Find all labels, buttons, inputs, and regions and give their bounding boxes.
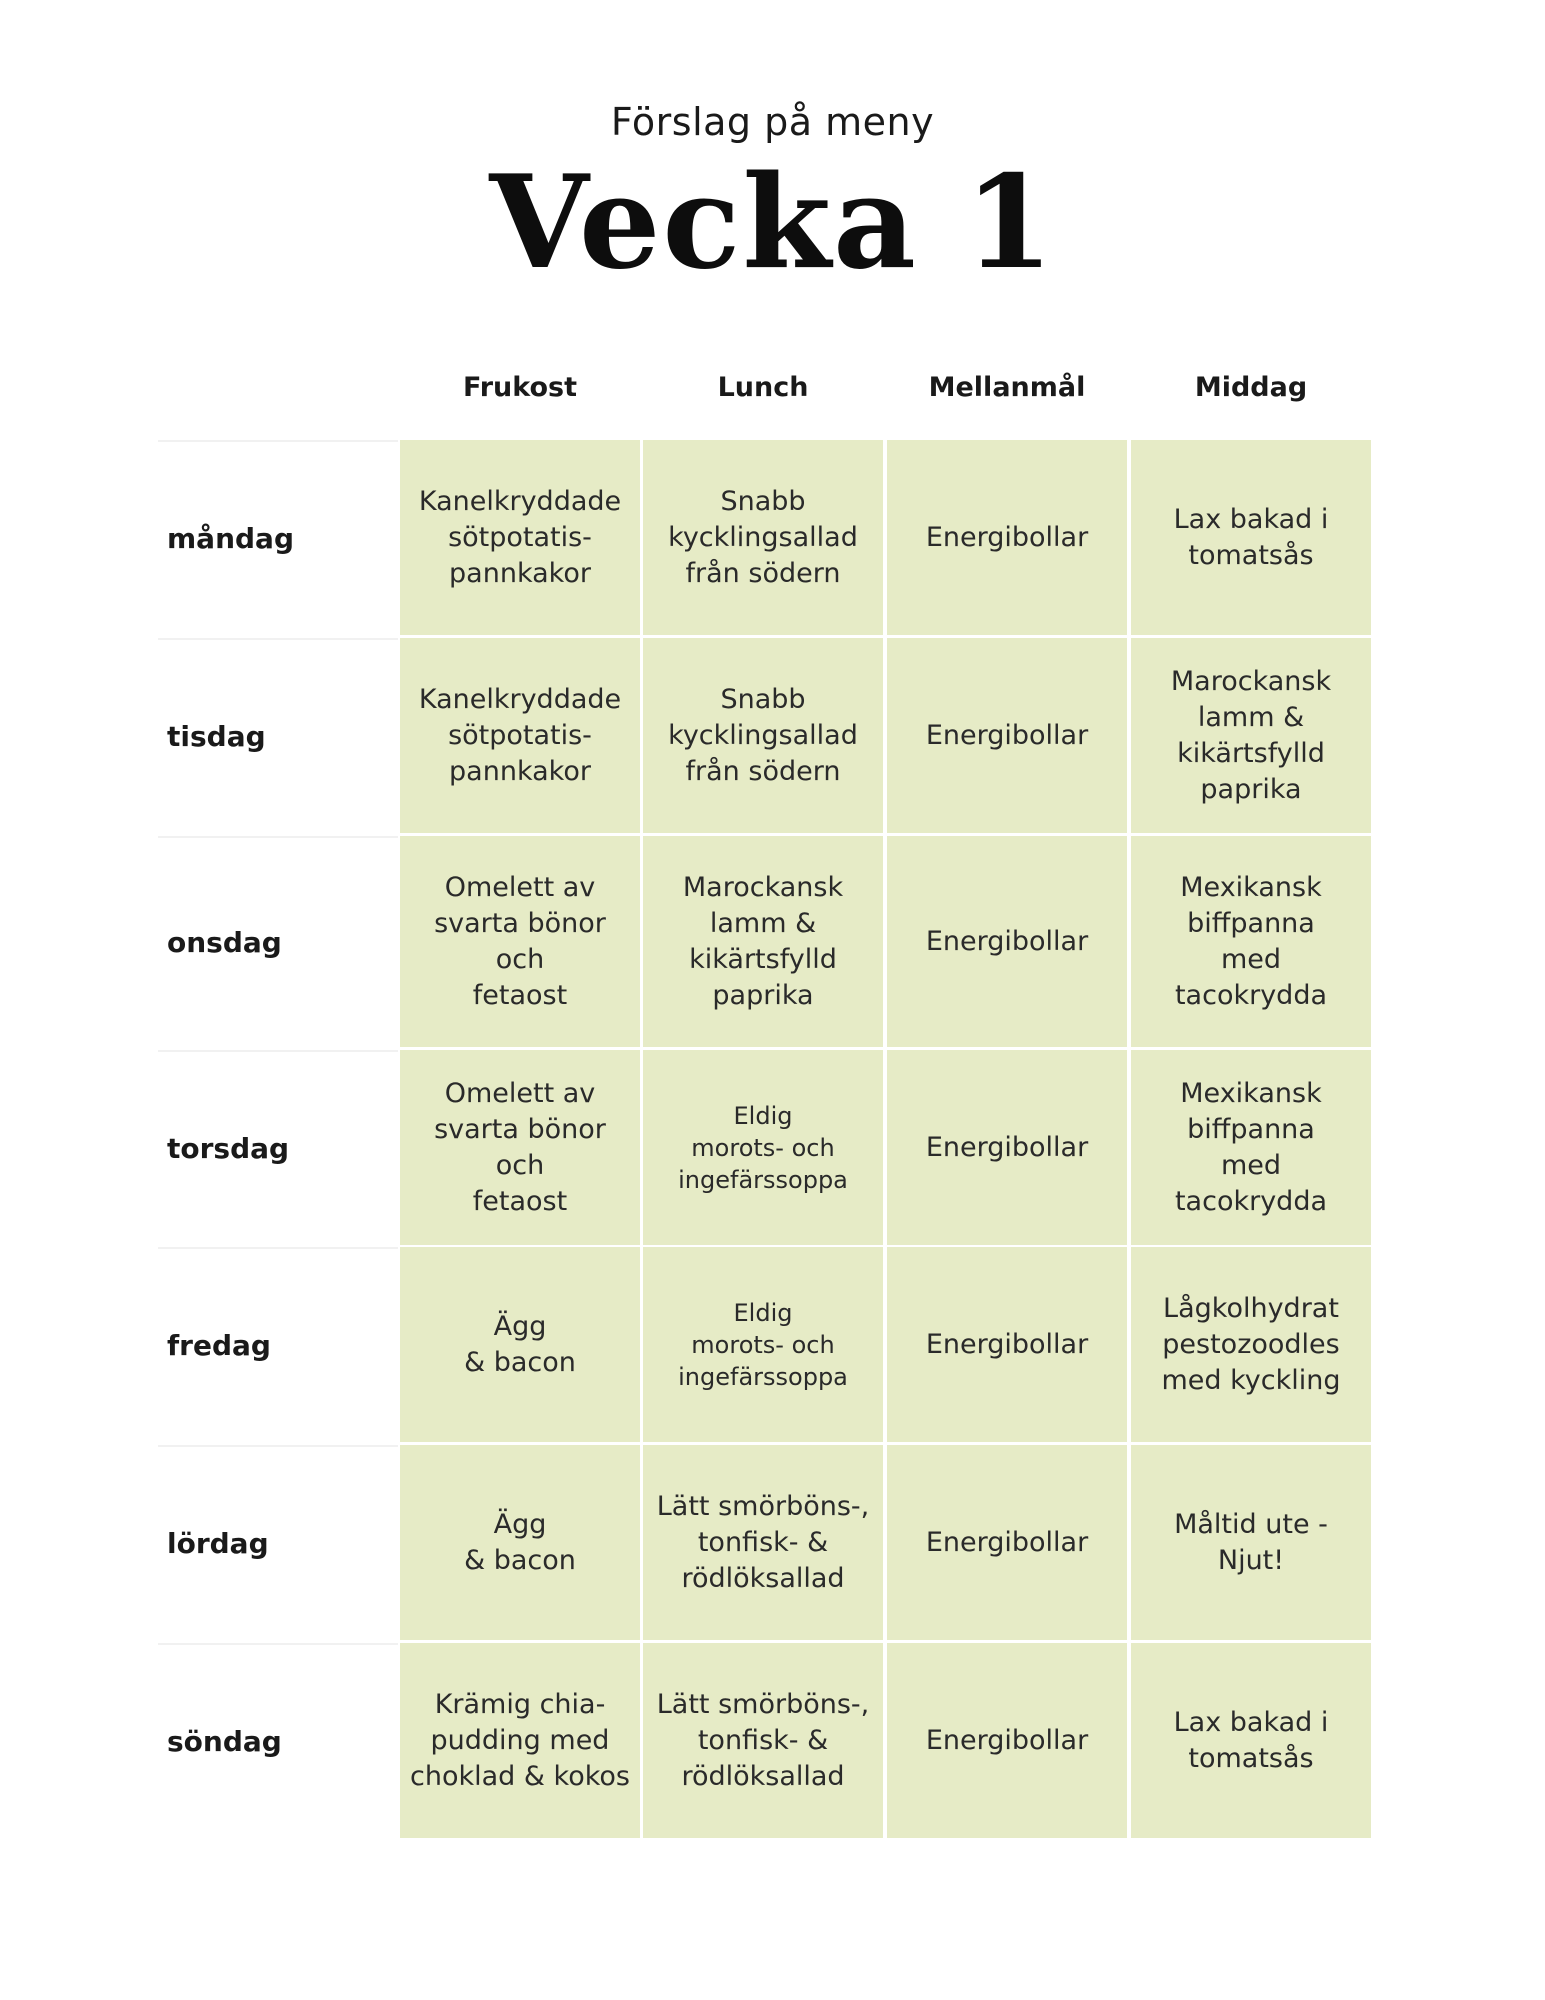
meal-cell-mellanmal: Energibollar — [887, 1643, 1127, 1838]
meal-cell-middag: Lax bakad i tomatsås — [1131, 440, 1371, 635]
meal-cell-lunch: Lätt smörböns-, tonfisk- & rödlöksallad — [643, 1445, 883, 1640]
meal-cell-frukost: Kanelkryddade sötpotatis- pannkakor — [400, 638, 640, 833]
meal-cell-middag: Mexikansk biffpanna med tacokrydda — [1131, 836, 1371, 1047]
column-header-lunch: Lunch — [717, 372, 809, 403]
meal-cell-frukost: Krämig chia- pudding med choklad & kokos — [400, 1643, 640, 1838]
meal-cell-frukost: Ägg & bacon — [400, 1445, 640, 1640]
page-title: Vecka 1 — [489, 148, 1056, 298]
meal-cell-frukost: Ägg & bacon — [400, 1247, 640, 1442]
column-header-mellanmal: Mellanmål — [928, 372, 1086, 403]
meal-cell-lunch: Snabb kycklingsallad från södern — [643, 638, 883, 833]
day-label: lördag — [158, 1445, 398, 1640]
meal-cell-lunch: Marockansk lamm & kikärtsfylld paprika — [643, 836, 883, 1047]
meal-cell-middag: Måltid ute - Njut! — [1131, 1445, 1371, 1640]
day-label: måndag — [158, 440, 398, 635]
meal-cell-middag: Marockansk lamm & kikärtsfylld paprika — [1131, 638, 1371, 833]
meal-cell-mellanmal: Energibollar — [887, 1247, 1127, 1442]
day-label: söndag — [158, 1643, 398, 1838]
meal-cell-mellanmal: Energibollar — [887, 638, 1127, 833]
meal-cell-middag: Lågkolhydrat pestozoodles med kyckling — [1131, 1247, 1371, 1442]
meal-cell-mellanmal: Energibollar — [887, 836, 1127, 1047]
meal-cell-middag: Lax bakad i tomatsås — [1131, 1643, 1371, 1838]
meal-cell-middag: Mexikansk biffpanna med tacokrydda — [1131, 1050, 1371, 1245]
meal-cell-mellanmal: Energibollar — [887, 1050, 1127, 1245]
meal-cell-mellanmal: Energibollar — [887, 440, 1127, 635]
page-subtitle: Förslag på meny — [610, 100, 935, 144]
meal-cell-mellanmal: Energibollar — [887, 1445, 1127, 1640]
meal-cell-frukost: Omelett av svarta bönor och fetaost — [400, 1050, 640, 1245]
column-header-middag: Middag — [1194, 372, 1308, 403]
day-label: tisdag — [158, 638, 398, 833]
column-header-frukost: Frukost — [462, 372, 577, 403]
day-label: torsdag — [158, 1050, 398, 1245]
meal-cell-lunch: Snabb kycklingsallad från södern — [643, 440, 883, 635]
meal-cell-lunch: Lätt smörböns-, tonfisk- & rödlöksallad — [643, 1643, 883, 1838]
meal-cell-frukost: Kanelkryddade sötpotatis- pannkakor — [400, 440, 640, 635]
meal-cell-lunch: Eldig morots- och ingefärssoppa — [643, 1247, 883, 1442]
meal-cell-frukost: Omelett av svarta bönor och fetaost — [400, 836, 640, 1047]
meal-cell-lunch: Eldig morots- och ingefärssoppa — [643, 1050, 883, 1245]
day-label: onsdag — [158, 836, 398, 1047]
day-label: fredag — [158, 1247, 398, 1442]
